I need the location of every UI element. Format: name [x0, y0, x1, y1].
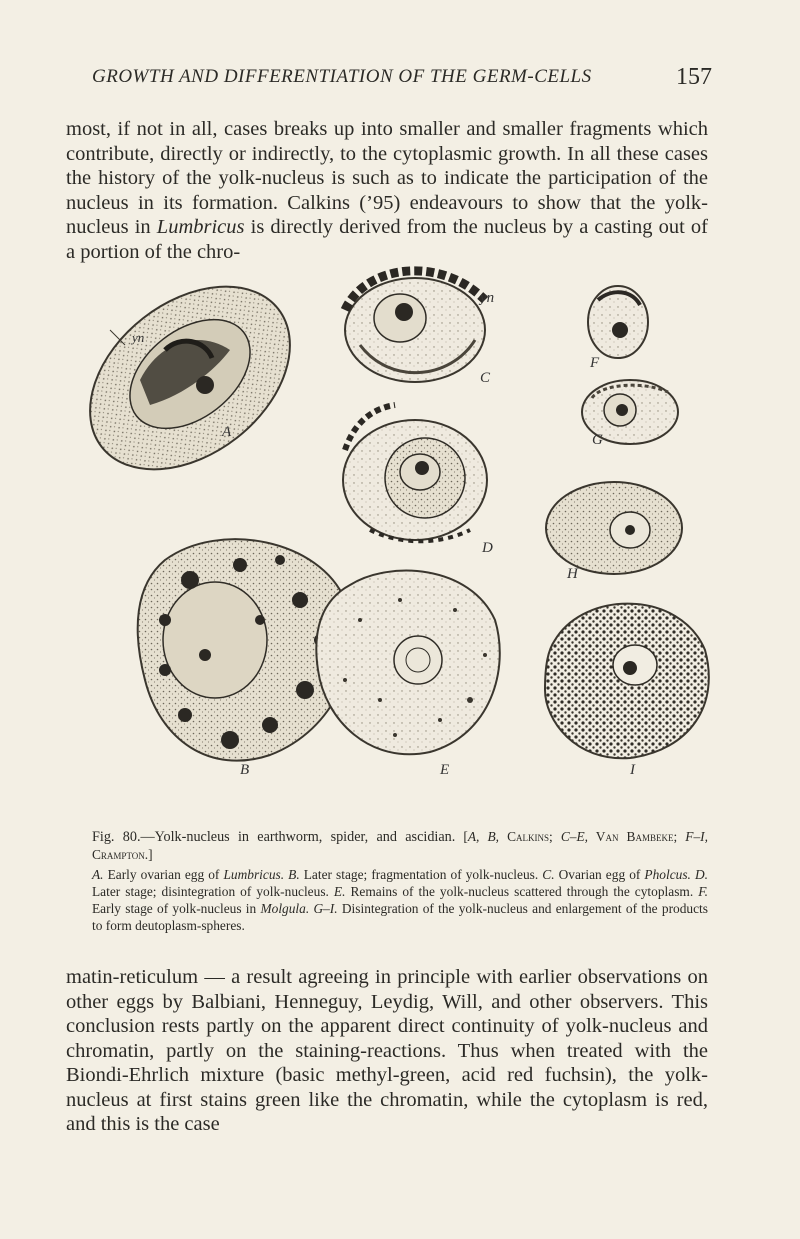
caption-text: Disintegration of the yolk-nucleus and enlargement of the products to form deutoplasm-spheres.: [92, 901, 708, 933]
caption-fig-letter: E.: [333, 884, 346, 899]
running-head: GROWTH AND DIFFERENTIATION OF THE GERM-CELLS: [92, 66, 592, 87]
caption-fig-letter: B.: [284, 867, 300, 882]
egg-figure-i: [545, 604, 709, 759]
egg-figure-e: [316, 571, 499, 755]
egg-figure-a: [55, 249, 325, 507]
genus-name: Lumbricus: [156, 216, 245, 238]
label-d: D: [482, 540, 493, 556]
caption-genus: Molgula.: [260, 901, 310, 916]
figure-caption: [92, 828, 708, 934]
paragraph-bottom: matin-reticulum — a result agreeing in principle with earlier observations on other eggs by Balbiani, Henneguy, Leydig, Will, and other observers. This conclusion rests partly on the apparent direct continuity of yolk-nucleus and chromatin, partly on the staining-reactions. Thus when treated with the Biondi-Ehrlich mixture (basic methyl-green, acid red fuchsin), the yolk-nucleus at first stains green like the chromatin, while the cytoplasm is red, and this is the case: [66, 966, 708, 1135]
egg-figure-c: [345, 271, 485, 382]
caption-genus: Pholcus.: [644, 867, 691, 882]
caption-fig-letter: C.: [542, 867, 555, 882]
label-yn-a: yn: [132, 330, 145, 345]
label-f: F: [590, 355, 600, 371]
caption-fig-letter: F.: [698, 884, 709, 899]
caption-text: Early ovarian egg of: [103, 867, 224, 882]
caption-text: Remains of the yolk-nucleus scattered through the cytoplasm.: [345, 884, 699, 899]
para-text: most, if not in all, cases breaks up into smaller and smaller fragments which contribute, directly or indirectly, to the cytoplasmic growth. In all these cases the history of the yolk-nucleus is such as to indicate the participation of the nucleus in its formation. Calkins (’95) endeavours to show that the yolk-nucleus in: [66, 118, 708, 238]
caption-genus: Lumbricus.: [223, 867, 285, 882]
page-number: 157: [676, 64, 712, 90]
label-g: G: [592, 432, 603, 448]
label-yn-c: yn: [480, 290, 495, 306]
egg-figure-d: [343, 405, 487, 541]
label-a: A: [222, 424, 232, 440]
egg-figure-f: [588, 286, 648, 358]
caption-bracket: ]: [148, 847, 153, 862]
caption-title: Fig. 80.—Yolk-nucleus in earthworm, spider, and ascidian.: [92, 829, 456, 845]
caption-credit-author: Calkins;: [499, 829, 561, 844]
caption-text: Later stage; disintegration of yolk-nucleus.: [92, 884, 334, 899]
caption-title-line: [92, 828, 708, 863]
label-b: B: [240, 762, 250, 778]
caption-credit-figs: A, B,: [467, 829, 499, 844]
caption-text: Early stage of yolk-nucleus in: [92, 901, 261, 916]
label-e: E: [440, 762, 450, 778]
label-i: I: [630, 762, 635, 778]
caption-credit-author: Crampton.: [92, 847, 149, 862]
caption-bracket: [: [463, 829, 468, 844]
label-c: C: [480, 370, 491, 386]
caption-text: Later stage; fragmentation of yolk-nucleus.: [299, 867, 543, 882]
caption-fig-letter: G–I.: [309, 901, 338, 916]
label-h: H: [567, 566, 578, 582]
egg-figure-h: [546, 482, 682, 574]
caption-credit-figs: C–E,: [560, 829, 588, 844]
caption-text: Ovarian egg of: [554, 867, 645, 882]
caption-credit-figs: F–I,: [685, 829, 708, 844]
caption-fig-letter: D.: [690, 867, 708, 882]
para-text: is directly derived from the nucleus by a casting out of a portion of the chro-: [66, 216, 708, 263]
caption-fig-letter: A.: [92, 867, 104, 882]
caption-credit-author: Van Bambeke;: [587, 829, 686, 844]
caption-body: [92, 866, 708, 934]
